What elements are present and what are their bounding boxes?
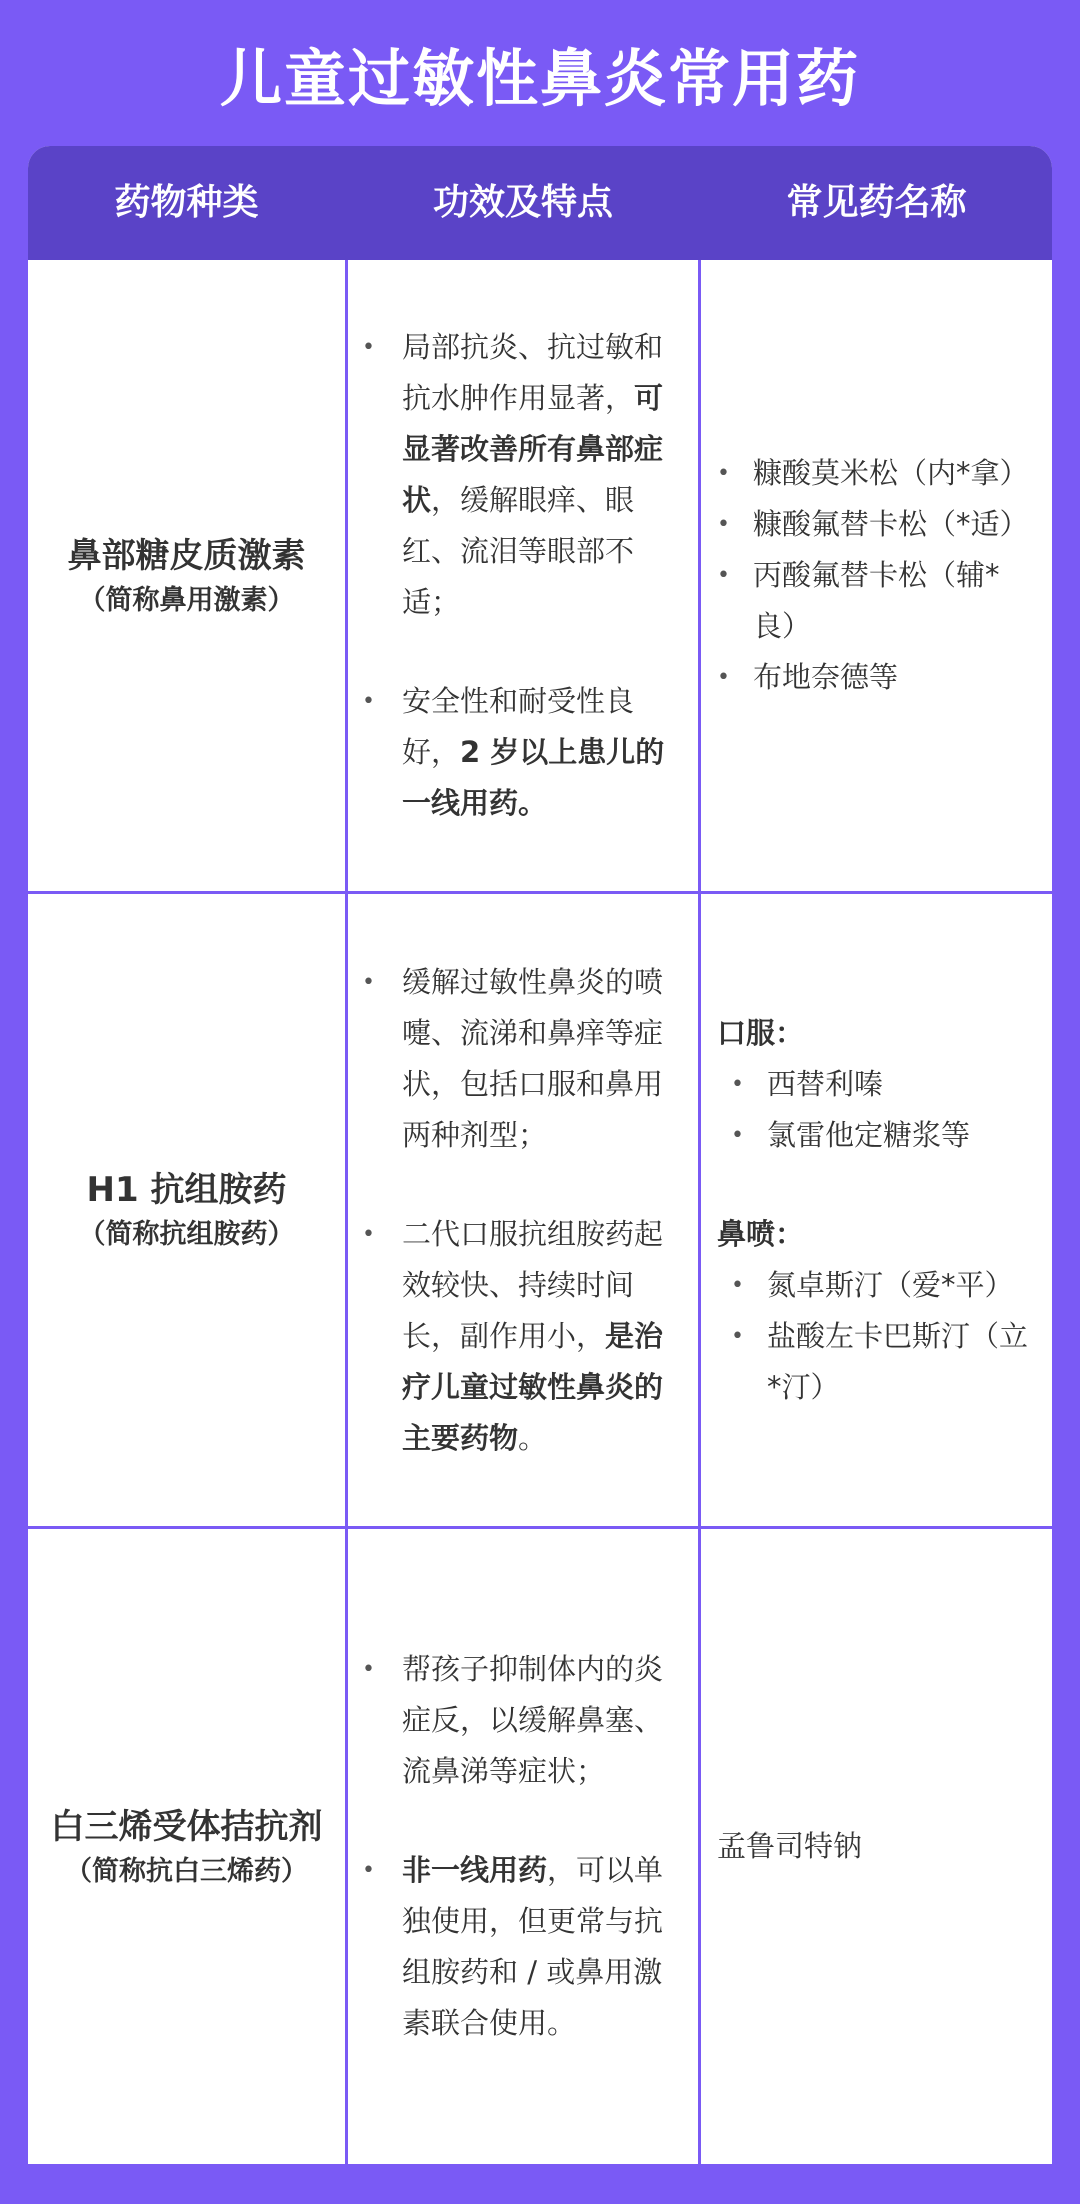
drug-name: 西替利嗪 <box>767 1066 884 1101</box>
bullet-dot: • <box>362 1221 375 1247</box>
drug-item <box>701 448 1052 499</box>
bullet-dot: • <box>717 665 730 690</box>
effect-emphasis: 2 岁以上患儿的一线用药。 <box>402 735 665 820</box>
effect-text: 。 <box>518 1420 548 1455</box>
effect-text: 帮孩子抑制体内的炎症反，以缓解鼻塞、流鼻涕等症状； <box>402 1652 664 1788</box>
drug-group-label: 口服： <box>717 1015 805 1050</box>
drug-name: 氯雷他定糖浆等 <box>767 1117 971 1152</box>
category-name: 白三烯受体拮抗剂 <box>50 1806 323 1847</box>
category-note: （简称鼻用激素） <box>78 584 295 616</box>
drug-group-label: 鼻喷： <box>717 1216 805 1251</box>
header-effects: 功效及特点 <box>432 182 613 223</box>
bullet-dot: • <box>717 512 730 537</box>
effect-text: ，缓解眼痒、眼红、流泪等眼部不适； <box>402 483 635 619</box>
drug-group-spray <box>701 1209 1052 1413</box>
page-title: 儿童过敏性鼻炎常用药 <box>219 42 860 115</box>
bullet-dot: • <box>362 1657 375 1682</box>
row-3-category <box>28 1529 345 2164</box>
bullet-dot: • <box>717 461 730 486</box>
row-3-effects <box>348 1529 698 2164</box>
category-note: （简称抗白三烯药） <box>65 1855 308 1887</box>
medicine-table <box>28 146 1052 2164</box>
drug-item <box>701 550 1052 652</box>
effect-bullet <box>348 1644 698 1797</box>
drug-name: 丙酸氟替卡松（辅*良） <box>753 558 1000 643</box>
effect-bullet <box>348 1209 698 1464</box>
effect-bullet <box>348 957 698 1161</box>
drug-item <box>701 1311 1052 1413</box>
bullet-dot: • <box>731 1323 744 1349</box>
bullet-dot: • <box>731 1071 744 1097</box>
category-name: 鼻部糖皮质激素 <box>67 535 306 576</box>
effect-bullet <box>348 322 698 628</box>
effect-text: 二代口服抗组胺药起效较快、持续时间长，副作用小， <box>402 1216 664 1353</box>
bullet-dot: • <box>362 335 375 360</box>
drug-name: 盐酸左卡巴斯汀（立*汀） <box>767 1318 1029 1404</box>
drug-name: 布地奈德等 <box>753 660 899 694</box>
effect-text: ，可以单独使用，但更常与抗组胺药和 / 或鼻用激素联合使用。 <box>402 1853 664 2040</box>
effect-text: 缓解过敏性鼻炎的喷嚏、流涕和鼻痒等症状，包括口服和鼻用两种剂型； <box>402 964 664 1152</box>
drug-item <box>701 1059 1052 1110</box>
category-note: （简称抗组胺药） <box>78 1219 295 1250</box>
drug-item <box>701 499 1052 550</box>
bullet-dot: • <box>731 1272 744 1298</box>
drug-item <box>701 1260 1052 1311</box>
drug-name: 糠酸氟替卡松（*适） <box>753 507 1029 541</box>
drug-name: 氮卓斯汀（爱*平） <box>767 1267 1014 1302</box>
drug-group-oral <box>701 1008 1052 1161</box>
drug-item <box>701 1110 1052 1161</box>
bullet-dot: • <box>362 689 375 714</box>
effect-emphasis: 可显著改善所有鼻部症状 <box>402 381 664 517</box>
effect-bullet <box>348 676 698 829</box>
row-2-category <box>28 894 345 1526</box>
effect-emphasis: 是治疗儿童过敏性鼻炎的主要药物 <box>402 1318 664 1455</box>
row-2-effects <box>348 894 698 1526</box>
header-category: 药物种类 <box>114 182 259 223</box>
drug-item <box>701 652 1052 703</box>
category-name: H1 抗组胺药 <box>86 1170 287 1210</box>
bullet-dot: • <box>731 1122 744 1148</box>
row-3-drugs <box>701 1529 1052 2164</box>
drug-name: 糠酸莫米松（内*拿） <box>753 456 1029 490</box>
bullet-dot: • <box>717 563 730 588</box>
effect-text: 安全性和耐受性良好， <box>402 684 635 769</box>
row-1-effects <box>348 260 698 891</box>
table-header <box>28 146 1052 260</box>
drug-name: 孟鲁司特钠 <box>717 1829 863 1863</box>
row-2-drugs <box>701 894 1052 1526</box>
row-1-drugs <box>701 260 1052 891</box>
effect-text: 局部抗炎、抗过敏和抗水肿作用显著， <box>402 330 664 415</box>
header-drugs: 常见药名称 <box>786 182 967 223</box>
effect-bullet <box>348 1845 698 2049</box>
row-1-category <box>28 260 345 891</box>
bullet-dot: • <box>362 969 375 995</box>
effect-emphasis: 非一线用药 <box>402 1853 548 1887</box>
bullet-dot: • <box>362 1858 375 1883</box>
